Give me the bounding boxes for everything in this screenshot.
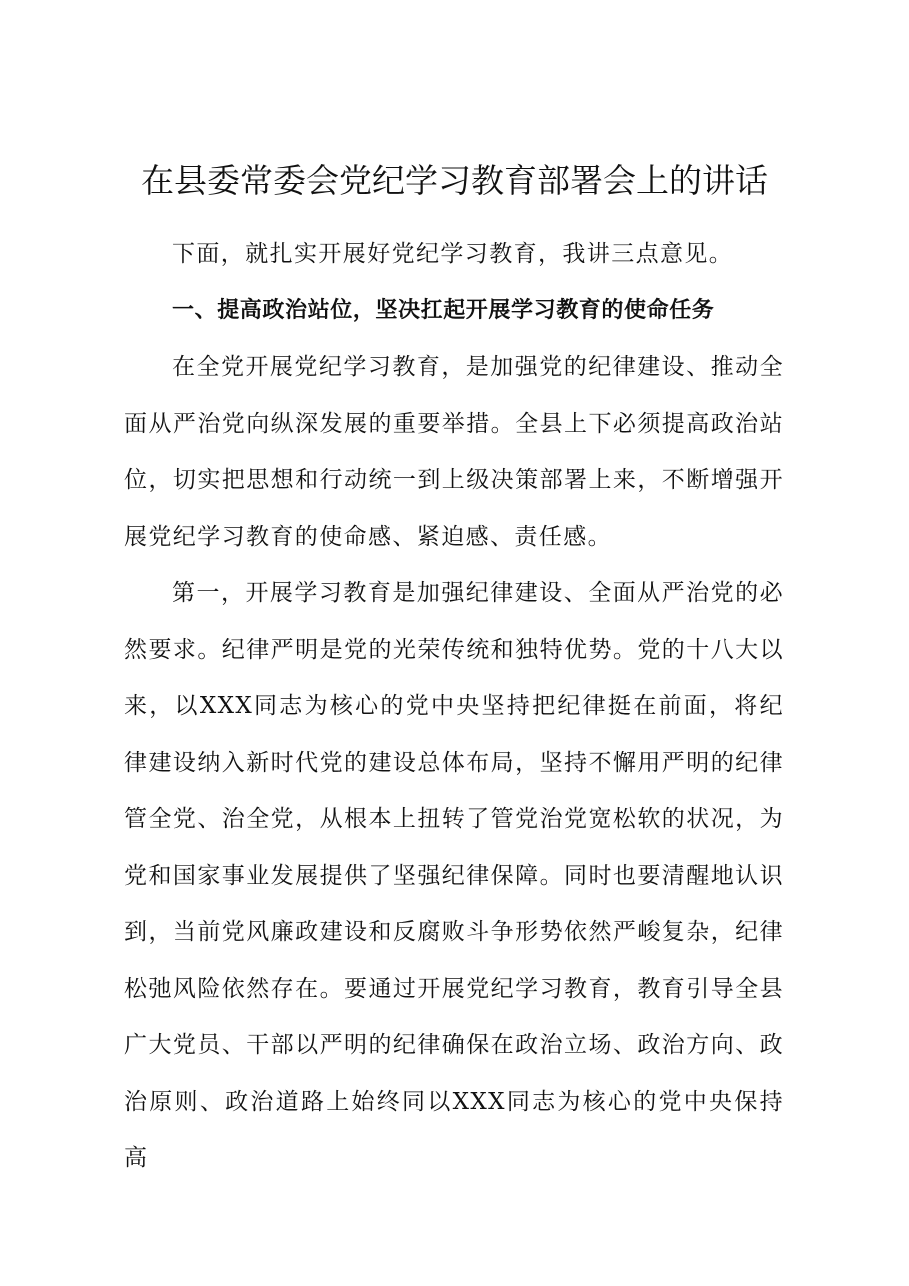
body-paragraph-1: 在全党开展党纪学习教育，是加强党的纪律建设、推动全面从严治党向纵深发展的重要举措。全县上下必须提高政治站位，切实把思想和行动统一到上级决策部署上来，不断增强开展党纪学习教育的使命感、紧迫感、责任感。: [124, 354, 784, 550]
document-body: [124, 226, 784, 1187]
intro-paragraph: 下面，就扎实开展好党纪学习教育，我讲三点意见。: [172, 241, 734, 267]
section-heading-1: 一、提高政治站位，坚决扛起开展学习教育的使命任务: [172, 297, 715, 323]
body-paragraph-2: 第一，开展学习教育是加强纪律建设、全面从严治党的必然要求。纪律严明是党的光荣传统和独特优势。党的十八大以来，以XXX同志为核心的党中央坚持把纪律挺在前面，将纪律建设纳入新时代党的建设总体布局，坚持不懈用严明的纪律管全党、治全党，从根本上扭转了管党治党宽松软的状况，为党和国家事业发展提供了坚强纪律保障。同时也要清醒地认识到，当前党风廉政建设和反腐败斗争形势依然严峻复杂，纪律松弛风险依然存在。要通过开展党纪学习教育，教育引导全县广大党员、干部以严明的纪律确保在政治立场、政治方向、政治原则、政治道路上始终同以XXX同志为核心的党中央保持高: [124, 580, 784, 1171]
document-title: 在县委常委会党纪学习教育部署会上的讲话: [141, 161, 768, 200]
